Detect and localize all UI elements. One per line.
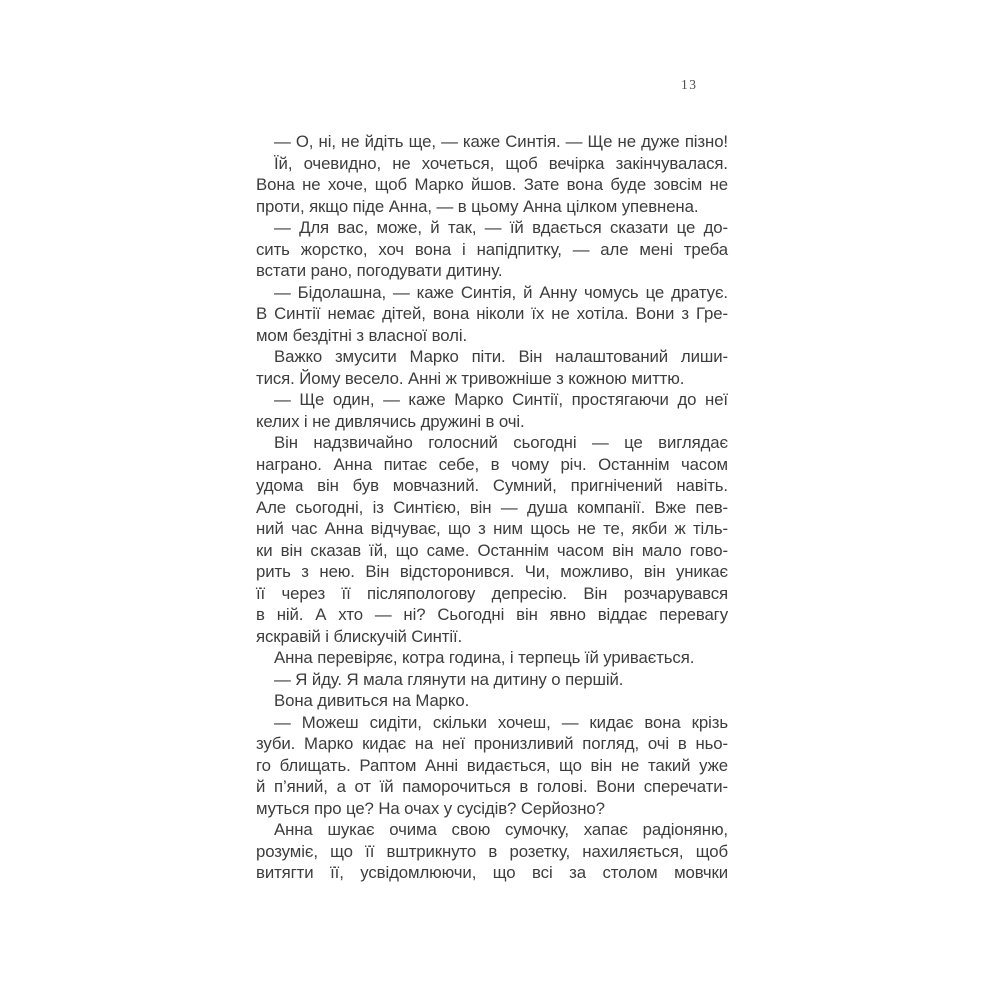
text-line: — Можеш сидіти, скільки хочеш, — кидає вона крізь (274, 712, 728, 732)
text-line: — О, ні, не йдіть ще, — каже Синтія. — Ще не дуже пізно! (274, 132, 728, 151)
text-line: її через її післяпологову депресію. Він розчарувався (256, 583, 728, 603)
text-line: Він надзвичайно голосний сьогодні — це виглядає (274, 433, 728, 452)
text-line: келих і не дивлячись дружині в очі. (256, 411, 525, 431)
text-line: го блищать. Раптом Анні видається, що він не такий уже (256, 755, 728, 775)
text-line: рить з нею. Він відсторонився. Чи, можливо, він уникає (256, 562, 728, 581)
text-line: награно. Анна питає себе, в чому річ. Останнім часом (256, 454, 728, 474)
text-line: ки він сказав їй, що саме. Останнім часом він мало гово- (256, 540, 728, 560)
text-line: встати рано, погодувати дитину. (256, 261, 503, 280)
text-line: Важко змусити Марко піти. Він налаштований лиши- (274, 347, 728, 366)
text-line: Їй, очевидно, не хочеться, щоб вечірка закінчувалася. (274, 153, 728, 173)
text-line: сить жорстко, хоч вона і напідпитку, — але мені треба (256, 239, 728, 259)
text-line: й п’яний, а от їй паморочиться в голові. Вони сперечати- (256, 777, 728, 796)
text-line: — Бідолашна, — каже Синтія, й Анну чомусь це дратує. (274, 282, 728, 302)
text-line: В Синтії немає дітей, вона ніколи їх не хотіла. Вони з Гре- (256, 304, 728, 323)
text-line: Але сьогодні, із Синтією, він — душа компанії. Вже пев- (256, 497, 728, 517)
text-line: проти, якщо піде Анна, — в цьому Анна цілком упевнена. (256, 196, 699, 216)
text-line: мом бездітні з власної волі. (256, 325, 468, 345)
text-line: Анна шукає очима свою сумочку, хапає радіоняню, (274, 820, 728, 839)
text-line: — Для вас, може, й так, — їй вдається сказати це до- (274, 218, 728, 237)
text-line: — Я йду. Я мала глянути на дитину о першій. (274, 669, 624, 689)
text-line: витягти її, усвідомлюючи, що всі за столом мовчки (256, 863, 728, 882)
text-line: Вона не хоче, щоб Марко йшов. Зате вона буде зовсім не (256, 175, 728, 194)
text-line: зуби. Марко кидає на неї пронизливий погляд, очі в ньо- (256, 734, 728, 753)
text-line: розуміє, що її вштрикнуто в розетку, нахиляється, щоб (256, 841, 728, 861)
text-line: Анна перевіряє, котра година, і терпець їй уривається. (274, 648, 695, 667)
text-line: муться про це? На очах у сусідів? Серйозно? (256, 798, 605, 818)
text-line: удома він був мовчазний. Сумний, пригнічений навіть. (256, 476, 728, 495)
page-text (256, 131, 728, 884)
text-line: в ній. А хто — ні? Сьогодні він явно віддає перевагу (256, 605, 728, 624)
text-line: тися. Йому весело. Анні ж тривожніше з кожною миттю. (256, 368, 685, 388)
text-line: яскравій і блискучій Синтії. (256, 626, 463, 646)
text-line: Вона дивиться на Марко. (274, 691, 470, 710)
page-number: 13 (681, 77, 698, 92)
text-line: ний час Анна відчуває, що з ним щось не те, якби ж тіль- (256, 519, 728, 538)
text-line: — Ще один, — каже Марко Синтії, простягаючи до неї (274, 390, 728, 409)
